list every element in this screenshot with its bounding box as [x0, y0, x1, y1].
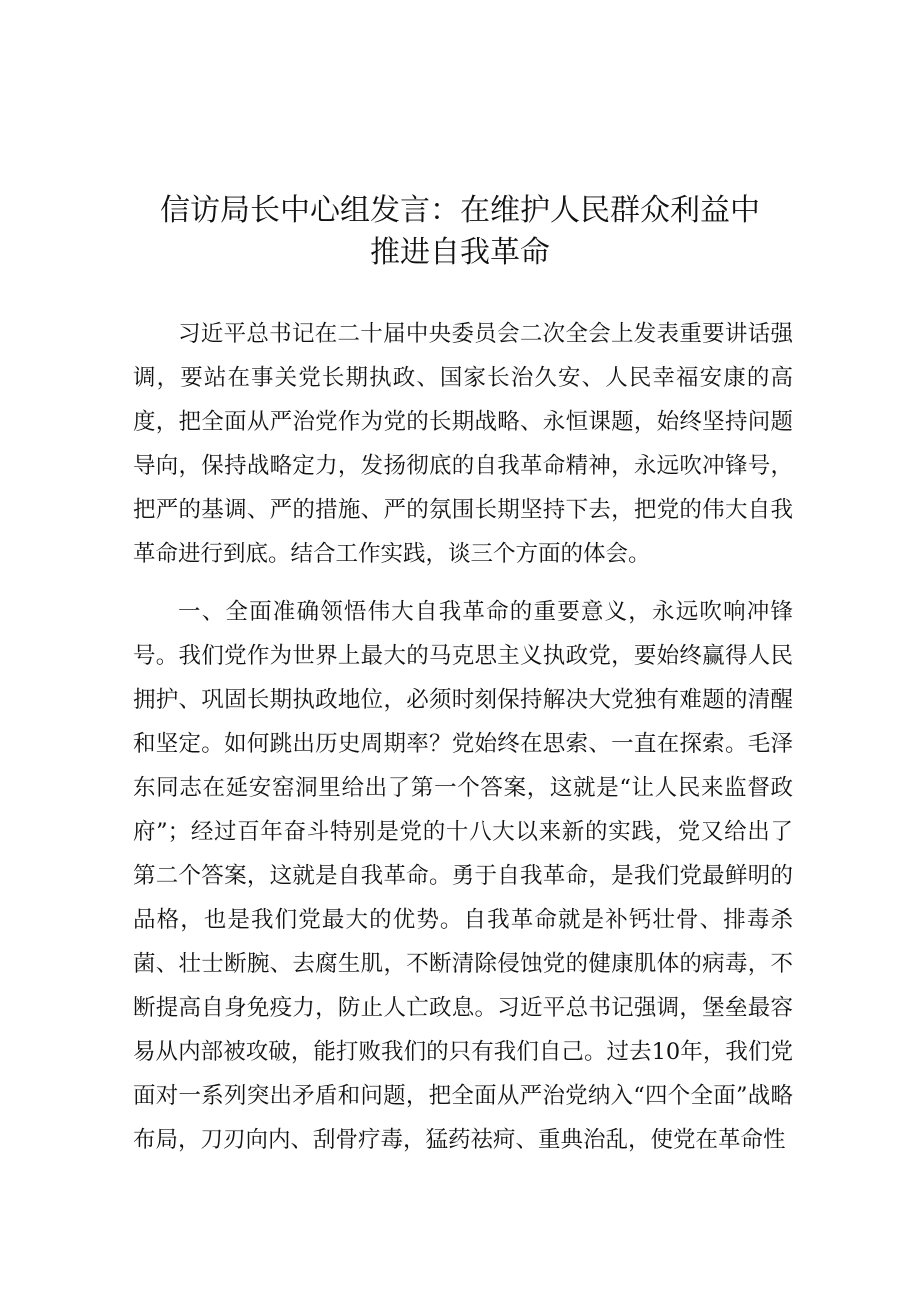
document-body	[133, 312, 793, 1162]
paragraph-intro: 习近平总书记在二十届中央委员会二次全会上发表重要讲话强调，要站在事关党长期执政、国家长治久安、人民幸福安康的高度，把全面从严治党作为党的长期战略、永恒课题，始终坚持问题导向，保持战略定力，发扬彻底的自我革命精神，永远吹冲锋号，把严的基调、严的措施、严的氛围长期坚持下去，把党的伟大自我革命进行到底。结合工作实践，谈三个方面的体会。	[133, 321, 793, 567]
title-line-2: 推进自我革命	[370, 235, 550, 270]
document-title	[110, 190, 810, 274]
paragraph-section-one: 一、全面准确领悟伟大自我革命的重要意义，永远吹响冲锋号。我们党作为世界上最大的马克思主义执政党，要始终赢得人民拥护、巩固长期执政地位，必须时刻保持解决大党独有难题的清醒和坚定。如何跳出历史周期率？党始终在思索、一直在探索。毛泽东同志在延安窑洞里给出了第一个答案，这就是“让人民来监督政府”；经过百年奋斗特别是党的十八大以来新的实践，党又给出了第二个答案，这就是自我革命。勇于自我革命，是我们党最鲜明的品格，也是我们党最大的优势。自我革命就是补钙壮骨、排毒杀菌、壮士断腕、去腐生肌，不断清除侵蚀党的健康肌体的病毒，不断提高自身免疫力，防止人亡政息。习近平总书记强调，堡垒最容易从内部被攻破，能打败我们的只有我们自己。过去10年，我们党面对一系列突出矛盾和问题，把全面从严治党纳入“四个全面”战略布局，刀刃向内、刮骨疗毒，猛药祛疴、重典治乱，使党在革命性	[133, 599, 793, 1153]
title-line-1: 信访局长中心组发言：在维护人民群众利益中	[160, 193, 760, 228]
